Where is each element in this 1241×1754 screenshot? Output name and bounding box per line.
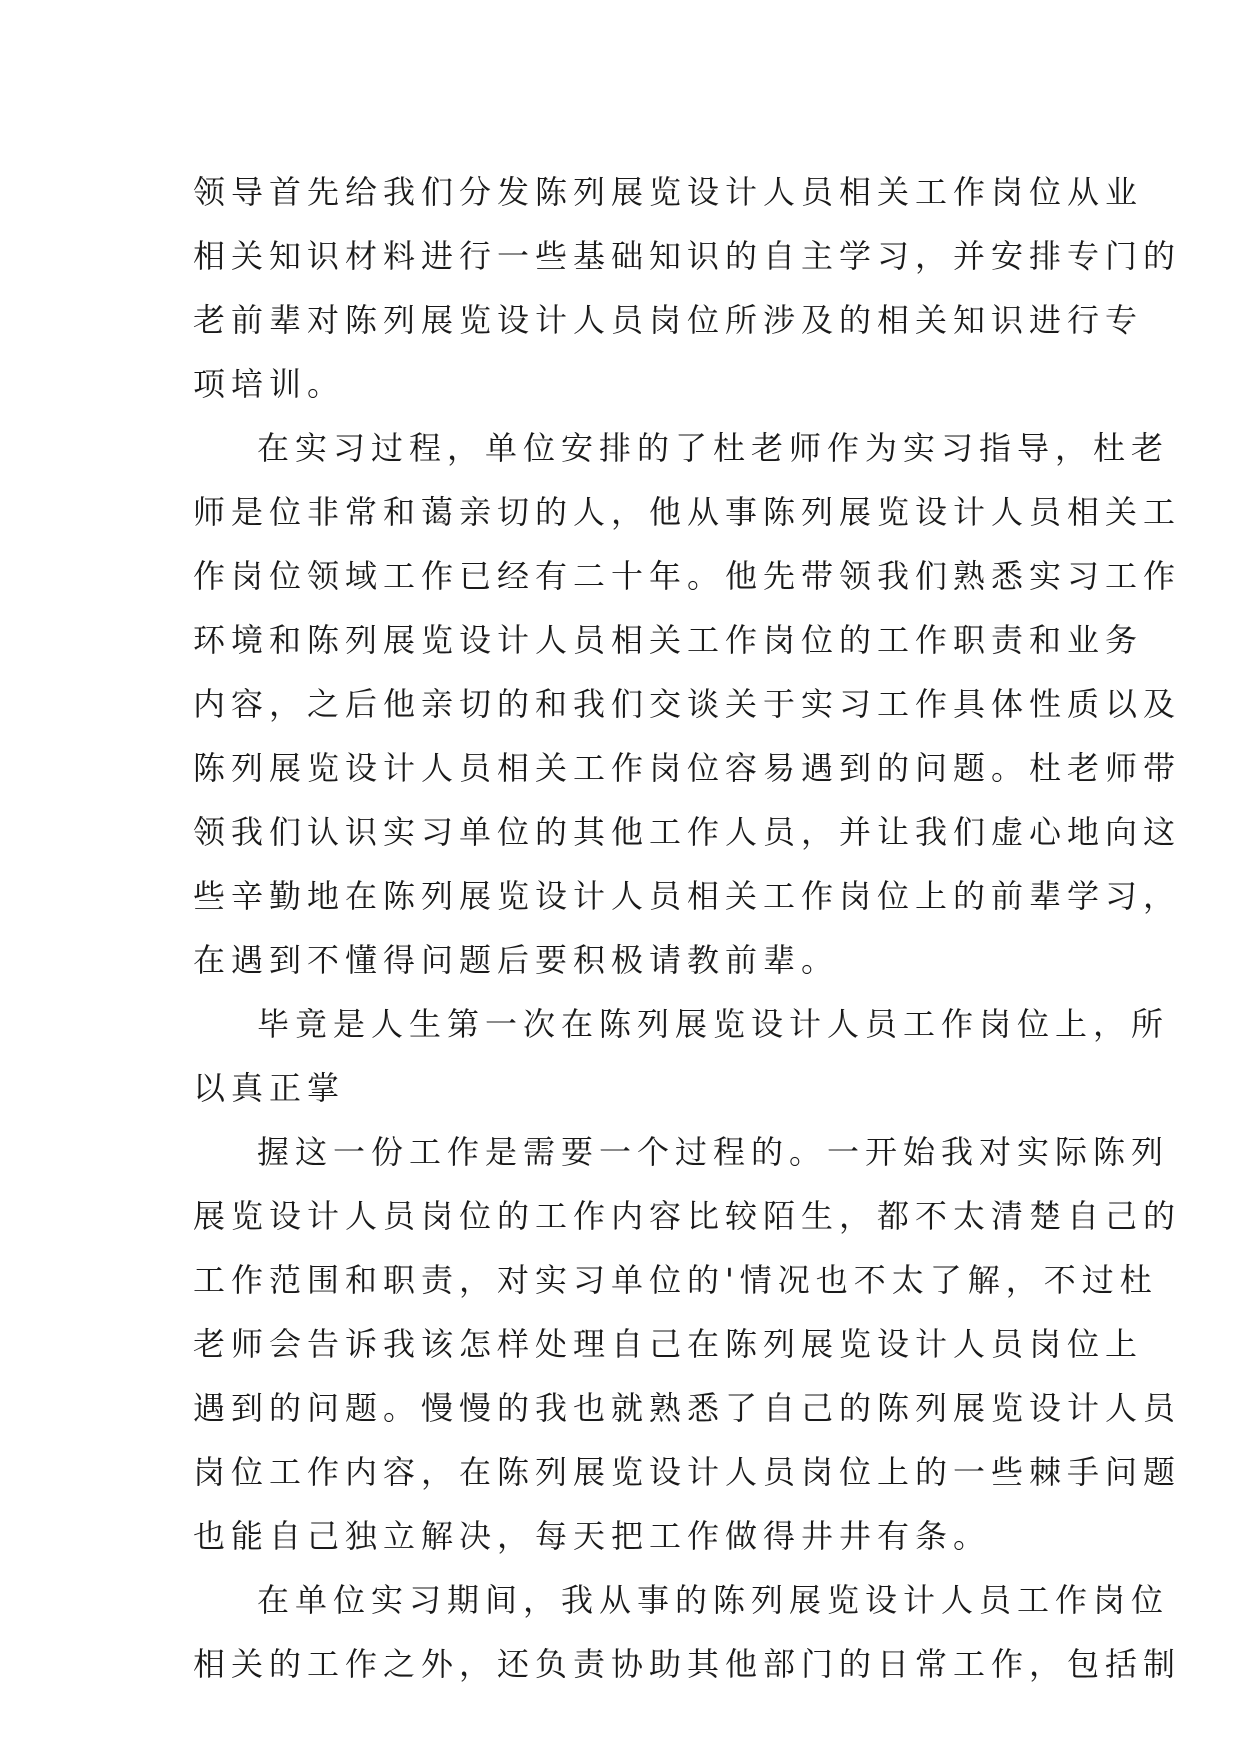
text-line: 在遇到不懂得问题后要积极请教前辈。 (193, 941, 840, 979)
text-line: 工作范围和职责，对实习单位的'情况也不太了解，不过杜 (193, 1261, 1158, 1299)
text-line: 遇到的问题。慢慢的我也就熟悉了自己的陈列展览设计人员 (193, 1389, 1182, 1427)
text-line: 相关的工作之外，还负责协助其他部门的日常工作，包括制 (193, 1645, 1182, 1683)
text-line: 毕竟是人生第一次在陈列展览设计人员工作岗位上，所 (257, 1005, 1170, 1043)
text-line: 老前辈对陈列展览设计人员岗位所涉及的相关知识进行专 (193, 301, 1144, 339)
text-line: 在单位实习期间，我从事的陈列展览设计人员工作岗位 (257, 1581, 1170, 1619)
paragraph-4 (193, 1120, 1182, 1568)
text-line: 也能自己独立解决，每天把工作做得井井有条。 (193, 1517, 992, 1555)
text-line: 相关知识材料进行一些基础知识的自主学习，并安排专门的 (193, 237, 1182, 275)
paragraph-3 (193, 992, 1170, 1120)
text-line: 领导首先给我们分发陈列展览设计人员相关工作岗位从业 (193, 173, 1144, 211)
document-body (193, 160, 1182, 1696)
text-line: 老师会告诉我该怎样处理自己在陈列展览设计人员岗位上 (193, 1325, 1144, 1363)
text-line: 些辛勤地在陈列展览设计人员相关工作岗位上的前辈学习， (193, 877, 1182, 915)
text-line: 在实习过程，单位安排的了杜老师作为实习指导，杜老 (257, 429, 1170, 467)
text-line: 领我们认识实习单位的其他工作人员，并让我们虚心地向这 (193, 813, 1182, 851)
text-line: 内容，之后他亲切的和我们交谈关于实习工作具体性质以及 (193, 685, 1182, 723)
text-line: 师是位非常和蔼亲切的人，他从事陈列展览设计人员相关工 (193, 493, 1182, 531)
text-line: 展览设计人员岗位的工作内容比较陌生，都不太清楚自己的 (193, 1197, 1182, 1235)
text-line: 岗位工作内容，在陈列展览设计人员岗位上的一些棘手问题 (193, 1453, 1182, 1491)
paragraph-1 (193, 160, 1182, 416)
text-line: 陈列展览设计人员相关工作岗位容易遇到的问题。杜老师带 (193, 749, 1182, 787)
text-line: 项培训。 (193, 365, 346, 403)
text-line: 作岗位领域工作已经有二十年。他先带领我们熟悉实习工作 (193, 557, 1182, 595)
text-line: 以真正掌 (193, 1069, 346, 1107)
text-line: 握这一份工作是需要一个过程的。一开始我对实际陈列 (257, 1133, 1170, 1171)
text-line: 环境和陈列展览设计人员相关工作岗位的工作职责和业务 (193, 621, 1144, 659)
paragraph-5 (193, 1568, 1182, 1696)
paragraph-2 (193, 416, 1182, 992)
